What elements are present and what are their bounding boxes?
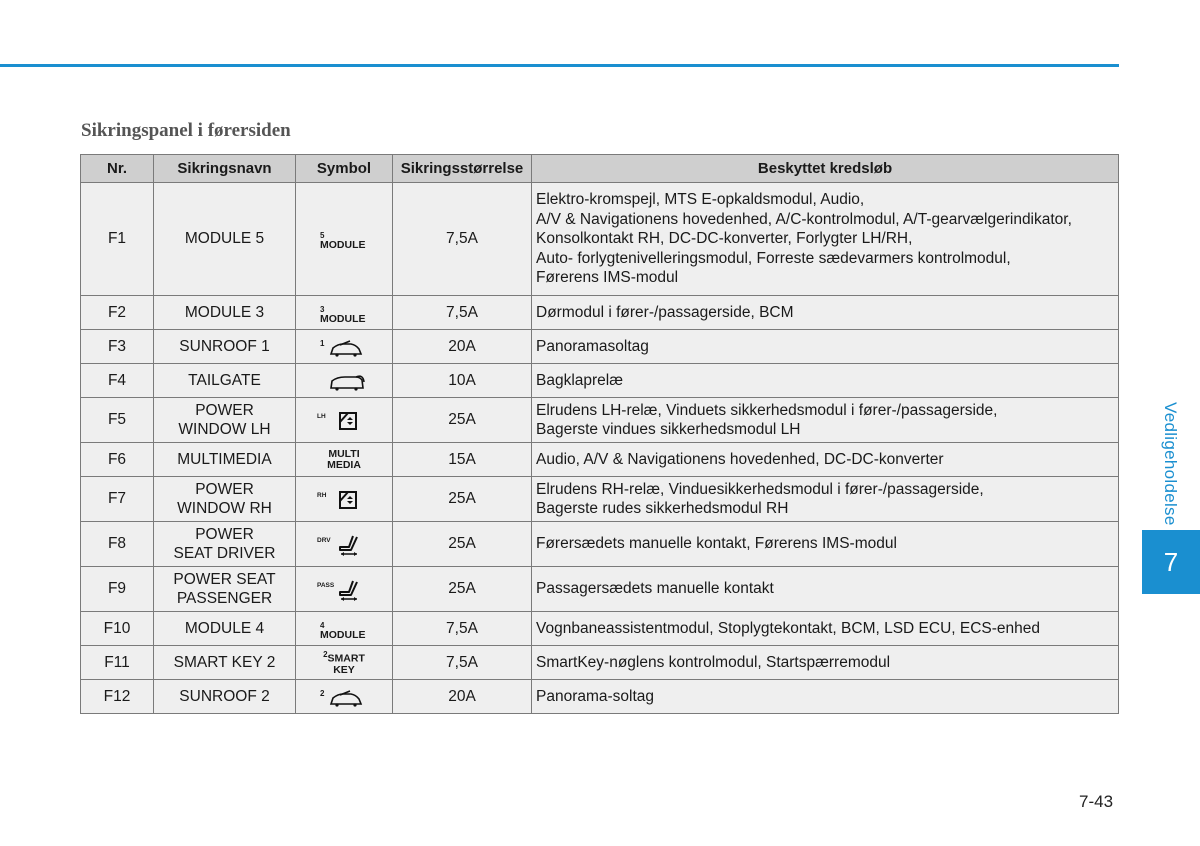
fuse-table <box>80 154 1119 714</box>
fuse-size: 7,5A <box>393 183 532 296</box>
table-header-row <box>81 155 1119 183</box>
fuse-name: MODULE 5 <box>154 183 296 296</box>
top-rule <box>0 64 1119 67</box>
fuse-nr: F6 <box>81 443 154 477</box>
fuse-circuit: SmartKey-nøglens kontrolmodul, Startspærremodul <box>532 646 1119 680</box>
table-row <box>81 296 1119 330</box>
fuse-circuit: Panorama-soltag <box>532 680 1119 714</box>
circuit-line: Elrudens LH-relæ, Vinduets sikkerhedsmodul i fører-/passagerside, <box>536 401 998 419</box>
module-symbol: 4 MODULE <box>320 620 366 641</box>
fuse-circuit: Passagersædets manuelle kontakt <box>532 567 1119 612</box>
circuit-line: Konsolkontakt RH, DC-DC-konverter, Forlygter LH/RH, <box>536 230 913 248</box>
fuse-symbol: 1 <box>296 330 393 364</box>
circuit-line: Elektro-kromspejl, MTS E-opkaldsmodul, Audio, <box>536 191 865 209</box>
fuse-symbol <box>296 296 393 330</box>
table-row <box>81 364 1119 398</box>
fuse-symbol: DRV <box>296 522 393 567</box>
fuse-symbol: RH <box>296 477 393 522</box>
table-row <box>81 522 1119 567</box>
fuse-symbol <box>296 443 393 477</box>
fuse-size: 7,5A <box>393 612 532 646</box>
table-row <box>81 612 1119 646</box>
fuse-size: 25A <box>393 567 532 612</box>
fuse-size: 20A <box>393 330 532 364</box>
fuse-circuit: Vognbaneassistentmodul, Stoplygtekontakt, BCM, LSD ECU, ECS-enhed <box>532 612 1119 646</box>
chapter-side-label: Vedligeholdelse <box>1161 402 1180 526</box>
fuse-size: 7,5A <box>393 296 532 330</box>
fuse-nr: F10 <box>81 612 154 646</box>
fuse-circuit: Panoramasoltag <box>532 330 1119 364</box>
table-row <box>81 646 1119 680</box>
page-number: 7-43 <box>1079 792 1114 811</box>
fuse-name: POWER SEAT PASSENGER <box>154 567 296 612</box>
circuit-line: Bagerste rudes sikkerhedsmodul RH <box>536 500 789 517</box>
fuse-name: POWER WINDOW RH <box>154 477 296 522</box>
fuse-name: MULTIMEDIA <box>154 443 296 477</box>
multimedia-symbol: MULTI MEDIA <box>327 447 361 471</box>
fuse-nr: F2 <box>81 296 154 330</box>
fuse-nr: F5 <box>81 398 154 443</box>
window-switch-icon <box>337 411 359 431</box>
fuse-size: 7,5A <box>393 646 532 680</box>
fuse-size: 15A <box>393 443 532 477</box>
fuse-name: POWER WINDOW LH <box>154 398 296 443</box>
fuse-nr: F12 <box>81 680 154 714</box>
fuse-nr: F11 <box>81 646 154 680</box>
header-symbol: Symbol <box>296 155 393 183</box>
sunroof-icon <box>329 689 363 707</box>
power-seat-icon <box>337 579 361 601</box>
fuse-name: MODULE 4 <box>154 612 296 646</box>
fuse-circuit: Dørmodul i fører-/passagerside, BCM <box>532 296 1119 330</box>
smart-key-symbol: $^2$SMART KEY <box>323 650 365 676</box>
header-name: Sikringsnavn <box>154 155 296 183</box>
power-seat-icon <box>337 534 361 556</box>
module-symbol: 5 MODULE <box>320 231 366 251</box>
fuse-symbol <box>296 364 393 398</box>
fuse-symbol: LH <box>296 398 393 443</box>
fuse-nr: F4 <box>81 364 154 398</box>
fuse-nr: F8 <box>81 522 154 567</box>
circuit-line: A/V & Navigationens hovedenhed, A/C-kontrolmodul, A/T-gearvælgerindikator, <box>536 210 1072 228</box>
fuse-symbol <box>296 183 393 296</box>
fuse-size: 20A <box>393 680 532 714</box>
fuse-symbol <box>296 646 393 680</box>
table-row <box>81 330 1119 364</box>
fuse-name: SUNROOF 2 <box>154 680 296 714</box>
fuse-size: 25A <box>393 477 532 522</box>
fuse-circuit <box>532 477 1119 522</box>
fuse-symbol: 2 <box>296 680 393 714</box>
fuse-name: SMART KEY 2 <box>154 646 296 680</box>
fuse-size: 25A <box>393 522 532 567</box>
section-title: Sikringspanel i førersiden <box>81 120 291 141</box>
chapter-tab: 7 <box>1142 530 1200 594</box>
fuse-name: TAILGATE <box>154 364 296 398</box>
fuse-circuit: Førersædets manuelle kontakt, Førerens IMS-modul <box>532 522 1119 567</box>
table-row <box>81 398 1119 443</box>
table-row <box>81 443 1119 477</box>
fuse-circuit: Bagklaprelæ <box>532 364 1119 398</box>
circuit-line: Førerens IMS-modul <box>536 269 679 287</box>
fuse-size: 10A <box>393 364 532 398</box>
fuse-nr: F1 <box>81 183 154 296</box>
fuse-symbol <box>296 612 393 646</box>
table-row <box>81 680 1119 714</box>
fuse-nr: F3 <box>81 330 154 364</box>
fuse-nr: F9 <box>81 567 154 612</box>
fuse-circuit: Audio, A/V & Navigationens hovedenhed, DC-DC-konverter <box>532 443 1119 477</box>
header-nr: Nr. <box>81 155 154 183</box>
header-circuit: Beskyttet kredsløb <box>532 155 1119 183</box>
window-switch-icon <box>337 490 359 510</box>
fuse-symbol: PASS <box>296 567 393 612</box>
fuse-name: SUNROOF 1 <box>154 330 296 364</box>
table-row <box>81 183 1119 296</box>
circuit-line: Bagerste vindues sikkerhedsmodul LH <box>536 421 801 438</box>
fuse-name: POWER SEAT DRIVER <box>154 522 296 567</box>
sunroof-icon <box>329 339 363 357</box>
circuit-line: Elrudens RH-relæ, Vinduesikkerhedsmodul i fører-/passagerside, <box>536 480 984 498</box>
fuse-nr: F7 <box>81 477 154 522</box>
fuse-name: MODULE 3 <box>154 296 296 330</box>
circuit-line: Auto- forlygtenivelleringsmodul, Forreste sædevarmers kontrolmodul, <box>536 249 1011 267</box>
table-row <box>81 477 1119 522</box>
fuse-circuit <box>532 398 1119 443</box>
tailgate-icon <box>329 373 365 391</box>
fuse-circuit <box>532 183 1119 296</box>
module-symbol: 3 MODULE <box>320 304 366 325</box>
fuse-size: 25A <box>393 398 532 443</box>
table-row <box>81 567 1119 612</box>
header-size: Sikringsstørrelse <box>393 155 532 183</box>
